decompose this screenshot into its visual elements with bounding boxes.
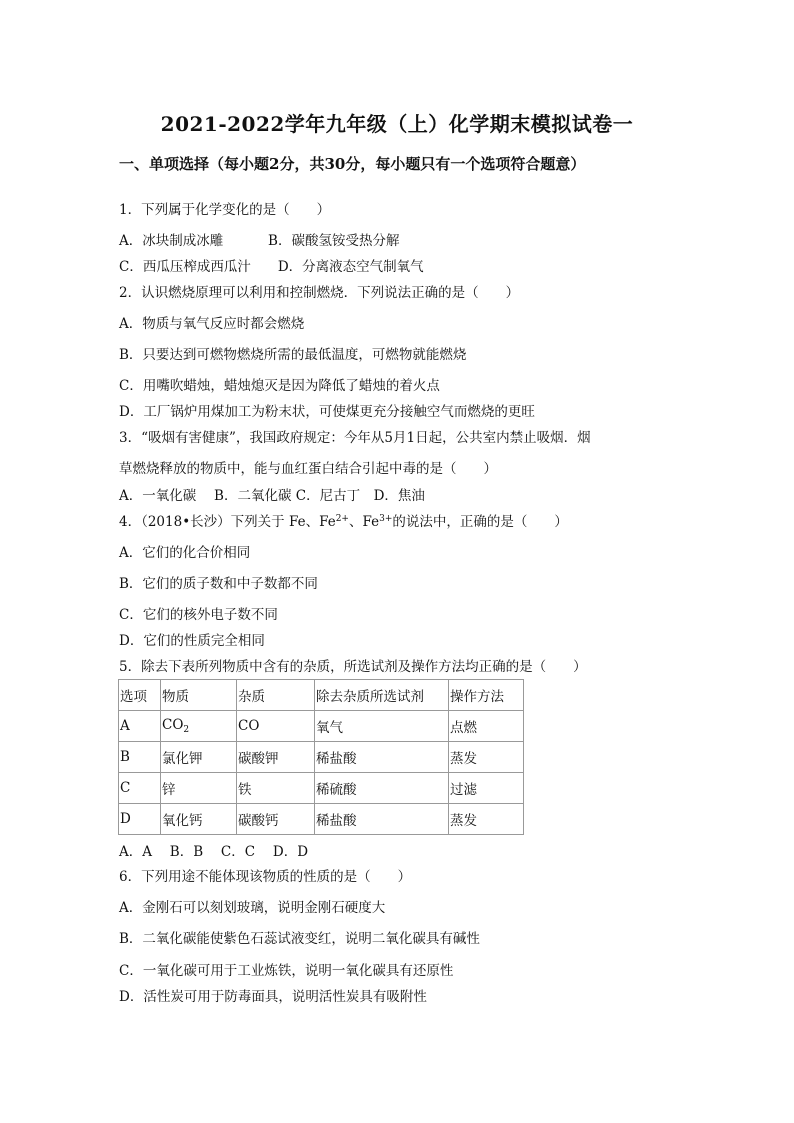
page-title: 2021-2022学年九年级（上）化学期末模拟试卷一	[160, 112, 634, 136]
question-5-options: A．A B．B C．C D．D	[119, 844, 309, 860]
table-header-cell: 操作方法	[449, 680, 524, 711]
table-header-cell: 物质	[161, 680, 237, 711]
table-cell: 氯化钾	[161, 742, 237, 773]
table-cell: 碳酸钙	[237, 804, 315, 835]
table-cell: 稀盐酸	[315, 742, 449, 773]
table-cell: 蒸发	[449, 804, 524, 835]
question-4-stem-pre: 4．（2018•长沙）下列关于 Fe、Fe	[119, 514, 336, 530]
table-cell: 氧气	[315, 711, 449, 742]
table-header-cell: 杂质	[237, 680, 315, 711]
question-5-stem: 5．除去下表所列物质中含有的杂质，所选试剂及操作方法均正确的是（ ）	[119, 659, 587, 675]
table-header-cell: 除去杂质所选试剂	[315, 680, 449, 711]
question-6-option-a: A．金刚石可以刻划玻璃，说明金刚石硬度大	[119, 900, 386, 916]
question-2-stem: 2．认识燃烧原理可以利用和控制燃烧．下列说法正确的是（ ）	[119, 285, 520, 301]
table-row	[119, 804, 524, 835]
table-cell: A	[119, 711, 161, 742]
co2-subscript: 2	[183, 725, 190, 735]
table-cell: 氧化钙	[161, 804, 237, 835]
question-3-options: A．一氧化碳 B．二氧化碳 C．尼古丁 D．焦油	[119, 488, 425, 504]
question-6-stem: 6．下列用途不能体现该物质的性质的是（ ）	[119, 869, 412, 885]
question-1-options-cd: C．西瓜压榨成西瓜汁 D．分离液态空气制氧气	[119, 259, 424, 275]
question-4-option-c: C．它们的核外电子数不同	[119, 607, 278, 623]
question-4-option-a: A．它们的化合价相同	[119, 545, 251, 561]
table-cell: 稀硫酸	[315, 773, 449, 804]
table-cell: 过滤	[449, 773, 524, 804]
table-cell: 铁	[237, 773, 315, 804]
table-cell: D	[119, 804, 161, 835]
question-4-option-d: D．它们的性质完全相同	[119, 633, 265, 649]
question-4-stem-mid: 、Fe	[348, 514, 380, 530]
section-heading: 一、单项选择（每小题2分，共30分，每小题只有一个选项符合题意）	[119, 155, 586, 173]
table-cell	[161, 711, 237, 742]
fe3-charge: 3+	[379, 514, 393, 524]
question-4-option-b: B．它们的质子数和中子数都不同	[119, 576, 318, 592]
question-2-option-a: A．物质与氧气反应时都会燃烧	[119, 316, 305, 332]
table-row	[119, 711, 524, 742]
question-6-option-c: C．一氧化碳可用于工业炼铁，说明一氧化碳具有还原性	[119, 963, 454, 979]
table-cell: 蒸发	[449, 742, 524, 773]
fe2-charge: 2+	[335, 514, 349, 524]
question-3-stem-line1: 3．“吸烟有害健康”，我国政府规定：今年从5月1日起，公共室内禁止吸烟．烟	[119, 430, 591, 446]
question-3-stem-line2: 草燃烧释放的物质中，能与血红蛋白结合引起中毒的是（ ）	[119, 461, 497, 477]
question-4-stem-post: 的说法中，正确的是（ ）	[392, 514, 568, 530]
question-6-option-b: B．二氧化碳能使紫色石蕊试液变红，说明二氧化碳具有碱性	[119, 931, 480, 947]
question-1-stem: 1．下列属于化学变化的是（ ）	[119, 202, 331, 218]
table-cell: 点燃	[449, 711, 524, 742]
table-cell: 碳酸钾	[237, 742, 315, 773]
table-cell: B	[119, 742, 161, 773]
question-6-option-d: D．活性炭可用于防毒面具，说明活性炭具有吸附性	[119, 989, 427, 1005]
co2-formula: CO	[162, 717, 184, 733]
table-cell: C	[119, 773, 161, 804]
table-row	[119, 773, 524, 804]
table-row	[119, 742, 524, 773]
question-2-option-c: C．用嘴吹蜡烛，蜡烛熄灭是因为降低了蜡烛的着火点	[119, 378, 440, 394]
question-2-option-d: D．工厂锅炉用煤加工为粉末状，可使煤更充分接触空气而燃烧的更旺	[119, 404, 535, 420]
question-1-options-ab: A．冰块制成冰雕 B．碳酸氢铵受热分解	[119, 233, 400, 249]
question-2-option-b: B．只要达到可燃物燃烧所需的最低温度，可燃物就能燃烧	[119, 347, 467, 363]
table-cell: 锌	[161, 773, 237, 804]
table-cell: 稀盐酸	[315, 804, 449, 835]
impurity-table	[118, 679, 524, 835]
table-cell: CO	[237, 711, 315, 742]
table-header-row	[119, 680, 524, 711]
question-4-stem	[119, 510, 568, 530]
table-header-cell: 选项	[119, 680, 161, 711]
